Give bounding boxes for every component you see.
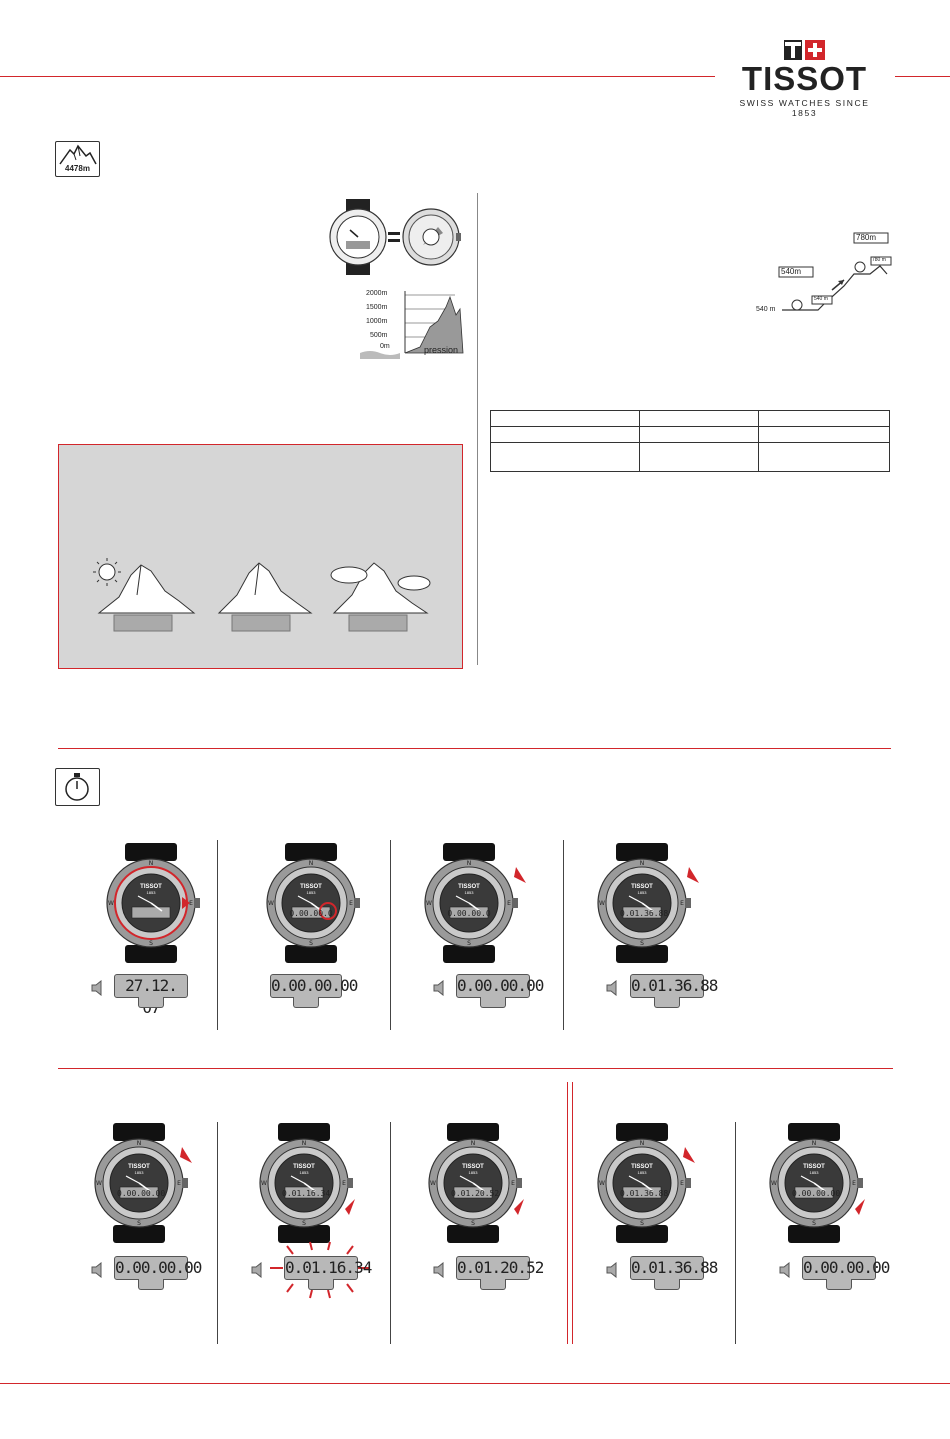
table-row <box>491 427 890 443</box>
lcd-tab <box>480 1279 506 1290</box>
altimeter-icon-label: 4478m <box>65 164 90 173</box>
row2-divider-2 <box>390 1122 391 1344</box>
ascent-example-diagram <box>752 230 897 320</box>
chart-caption: pression <box>424 345 459 355</box>
watch-9-display: 0.00.00.00 <box>792 1189 841 1198</box>
section-rule-row2 <box>58 1068 893 1069</box>
weather-mountains-illustration <box>59 445 462 668</box>
speaker-icon <box>432 980 450 1001</box>
watch-2-display: 0.00.00.0 <box>289 909 333 918</box>
lcd-step-3: 0.00.00.00 <box>456 974 530 998</box>
lcd-tab <box>654 1279 680 1290</box>
speaker-icon <box>605 980 623 1001</box>
watch-step-2 <box>252 843 372 970</box>
sun-icon <box>93 558 121 586</box>
example-hill-label-low: 540 m <box>814 296 828 302</box>
example-display-low: 540m <box>781 267 802 276</box>
chart-tick-1500: 1500m <box>366 304 388 311</box>
lcd-tab <box>826 1279 852 1290</box>
watch-step-6 <box>245 1123 365 1250</box>
lcd-tab <box>480 997 506 1008</box>
watch-4-display: 0.01.36.88 <box>620 909 669 918</box>
stopwatch-icon <box>56 769 99 805</box>
header-rule-right <box>895 76 950 77</box>
watch-step-3 <box>410 843 530 970</box>
column-divider <box>477 193 478 665</box>
brand-tagline: SWISS WATCHES SINCE 1853 <box>739 98 870 118</box>
lcd-step-2: 0.00.00.00 <box>270 974 342 998</box>
lcd-step-8: 0.01.36.88 <box>630 1256 704 1280</box>
speaker-icon <box>605 1262 623 1283</box>
chrono-icon-box <box>55 768 100 806</box>
brand-logo <box>727 38 882 118</box>
example-display-high: 780m <box>856 233 877 242</box>
chart-tick-500: 500m <box>370 332 388 339</box>
speaker-icon <box>90 1262 108 1283</box>
speaker-icon <box>778 1262 796 1283</box>
speaker-icon <box>90 980 108 1001</box>
row2-red-divider-b <box>572 1082 573 1344</box>
watch-step-8 <box>583 1123 703 1250</box>
altitude-table <box>490 410 890 472</box>
table-row <box>491 411 890 427</box>
lcd-tab <box>138 1279 164 1290</box>
lcd-step-9: 0.00.00.00 <box>802 1256 876 1280</box>
footer-rule <box>0 1383 950 1384</box>
lcd-step-7: 0.01.20.52 <box>456 1256 530 1280</box>
watch-6-display: 0.01.16.34 <box>282 1189 331 1198</box>
lcd-tab <box>654 997 680 1008</box>
watch-3-display: 0.00.00.0 <box>447 909 491 918</box>
row1-divider-3 <box>563 840 564 1030</box>
watch-7-display: 0.01.20.52 <box>451 1189 500 1198</box>
lcd-step-6: 0.01.16.34 <box>284 1256 358 1280</box>
altimeter-icon <box>55 141 100 177</box>
lcd-step-1: 27.12. <box>114 974 188 998</box>
watch-8-display: 0.01.36.88 <box>620 1189 669 1198</box>
section-rule-chrono <box>58 748 891 749</box>
watch-5-display: 0.00.00.00 <box>117 1189 166 1198</box>
lcd-step-5: 0.00.00.00 <box>114 1256 188 1280</box>
chart-tick-0: 0m <box>380 343 390 350</box>
example-hill-label-high: 780 m <box>872 257 886 263</box>
header-rule-left <box>0 76 715 77</box>
row1-divider-2 <box>390 840 391 1030</box>
row2-divider-3 <box>735 1122 736 1344</box>
watch-step-9 <box>755 1123 875 1250</box>
watch-step-7 <box>414 1123 534 1250</box>
lcd-tab <box>138 997 164 1008</box>
watch-step-5 <box>80 1123 200 1250</box>
weather-panel <box>58 444 463 669</box>
speaker-icon <box>432 1262 450 1283</box>
watch-step-1 <box>92 843 212 970</box>
brand-name: TISSOT <box>741 60 868 97</box>
example-ground-label: 540 m <box>756 306 776 313</box>
watch-equals-dial-illustration <box>328 197 463 277</box>
chart-tick-1000: 1000m <box>366 318 388 325</box>
row2-red-divider-a <box>567 1082 568 1344</box>
pressure-altitude-chart <box>360 287 465 365</box>
chart-tick-2000: 2000m <box>366 290 388 297</box>
table-row <box>491 443 890 472</box>
row1-divider-1 <box>217 840 218 1030</box>
lcd-step-4: 0.01.36.88 <box>630 974 704 998</box>
row2-divider-1 <box>217 1122 218 1344</box>
lcd-tab <box>308 1279 334 1290</box>
lcd-tab <box>293 997 319 1008</box>
watch-step-4 <box>583 843 703 970</box>
